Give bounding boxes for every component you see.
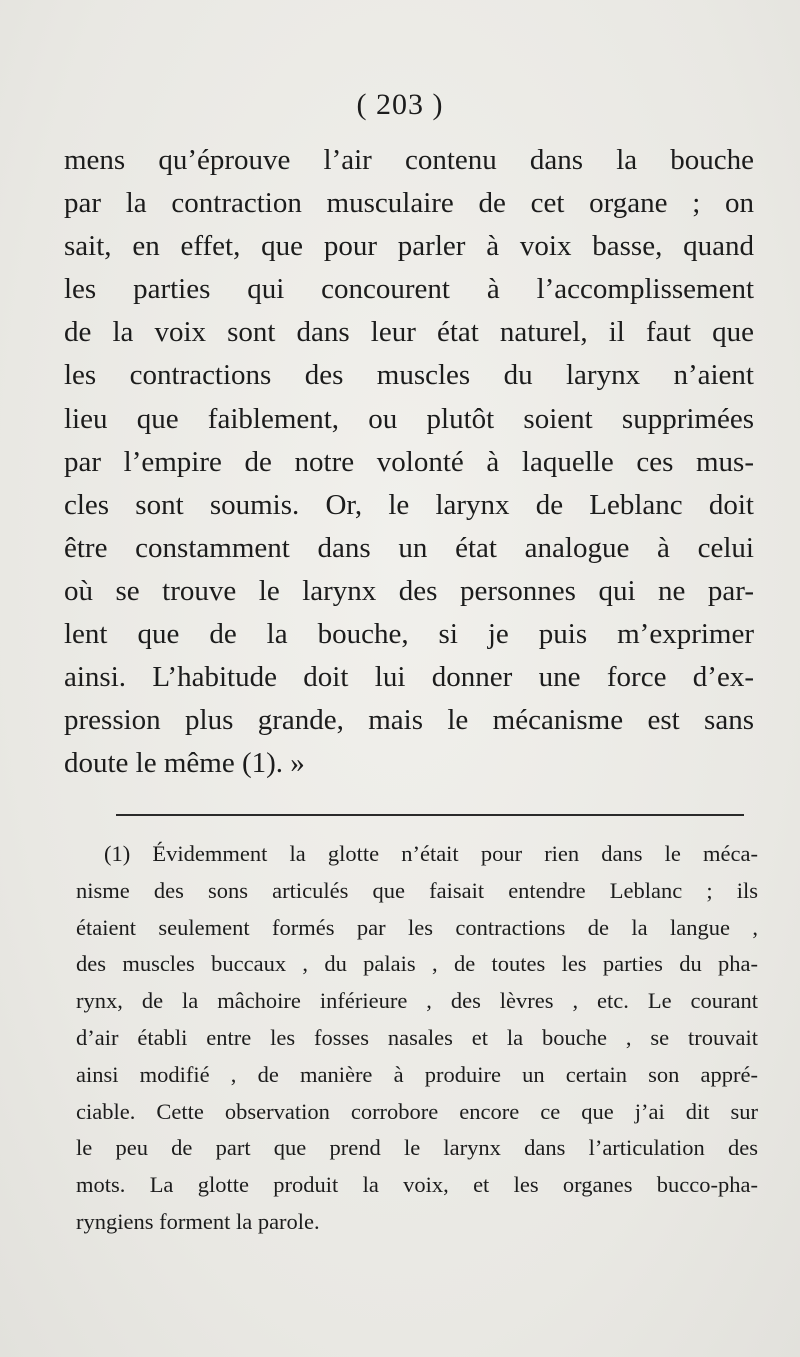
page-number: ( 203 ) [356, 88, 444, 121]
footnote-line: d’air établi entre les fosses nasales et la bouche , se trouvait [76, 1024, 758, 1050]
footnote-line: ciable. Cette observation corrobore encore ce que j’ai dit sur [76, 1098, 758, 1124]
body-line: lieu que faiblement, ou plutôt soient supprimées [64, 402, 754, 435]
body-line: ainsi. L’habitude doit lui donner une force d’ex- [64, 661, 754, 694]
footnote-line: rynx, de la mâchoire inférieure , des lèvres , etc. Le courant [76, 988, 758, 1014]
body-line: les parties qui concourent à l’accomplissement [64, 273, 754, 306]
body-line: par l’empire de notre volonté à laquelle ces mus- [64, 445, 754, 478]
body-line: mens qu’éprouve l’air contenu dans la bouche [64, 144, 754, 176]
footnote-line: ainsi modifié , de manière à produire un certain son appré- [76, 1061, 758, 1087]
body-line: où se trouve le larynx des personnes qui ne par- [64, 574, 754, 607]
footnote-line: le peu de part que prend le larynx dans l’articulation des [76, 1135, 758, 1161]
body-line: sait, en effet, que pour parler à voix basse, quand [64, 230, 754, 263]
footnote-line: étaient seulement formés par les contractions de la langue , [76, 914, 758, 940]
body-line: par la contraction musculaire de cet organe ; on [64, 187, 754, 220]
body-line: lent que de la bouche, si je puis m’exprimer [64, 618, 754, 651]
body-line: les contractions des muscles du larynx n’aient [64, 359, 754, 392]
body-line: être constamment dans un état analogue à celui [64, 531, 754, 564]
body-text [64, 139, 754, 785]
footnote-line: ryngiens forment la parole. [76, 1208, 320, 1234]
footnote [76, 836, 758, 1241]
footnote-line: des muscles buccaux , du palais , de toutes les parties du pha- [76, 951, 758, 977]
body-line: doute le même (1). » [64, 747, 305, 780]
footnote-line: (1) Évidemment la glotte n’était pour rien dans le méca- [104, 841, 758, 866]
footnote-line: nisme des sons articulés que faisait entendre Leblanc ; ils [76, 877, 758, 903]
footnote-line: mots. La glotte produit la voix, et les organes bucco-pha- [76, 1172, 758, 1198]
body-line: pression plus grande, mais le mécanisme est sans [64, 704, 754, 737]
footnote-separator [116, 814, 744, 816]
body-line: cles sont soumis. Or, le larynx de Leblanc doit [64, 488, 754, 521]
body-line: de la voix sont dans leur état naturel, il faut que [64, 316, 754, 349]
